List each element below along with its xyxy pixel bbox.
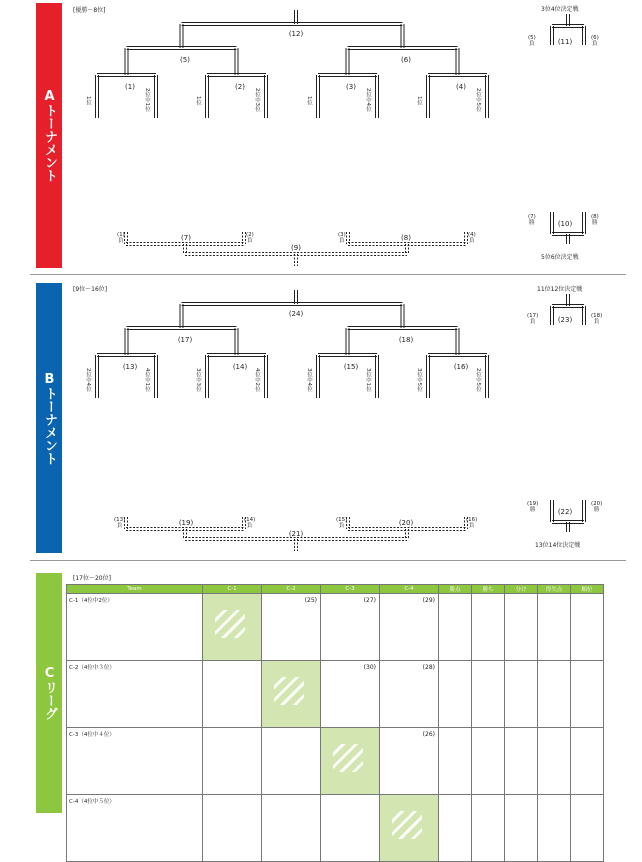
seed-label: 3位中5位	[416, 368, 422, 392]
seed-label: 4位中1位	[144, 368, 150, 392]
league-header-cell: 勝点	[439, 585, 472, 594]
match-cell	[571, 795, 604, 862]
match-cell	[472, 661, 505, 728]
match-3: (3)	[346, 83, 356, 91]
match-cell	[439, 728, 472, 795]
seed-label: 1位	[195, 95, 201, 105]
match-20: (20)	[398, 519, 414, 527]
b-third-right: (18) 負	[591, 313, 603, 325]
b-fifth-title: 13位14位決定戦	[535, 542, 581, 549]
seed-label: 1位	[416, 95, 422, 105]
league-header-cell: C-3	[321, 585, 380, 594]
league-header-cell: C-1	[203, 585, 262, 594]
match-cell	[439, 795, 472, 862]
a-lower-p1: (1) 負	[117, 232, 125, 244]
match-cell: (28)	[380, 661, 439, 728]
hatch-pattern	[274, 677, 304, 705]
seed-label: 4位中2位	[254, 368, 260, 392]
match-16: (16)	[453, 363, 469, 371]
b-fifth-right: (20) 勝	[591, 501, 603, 513]
b-fifth-left: (19) 勝	[527, 501, 539, 513]
match-cell	[203, 728, 262, 795]
match-cell	[538, 728, 571, 795]
match-cell	[505, 594, 538, 661]
team-name: C-1（4位中2位）	[67, 594, 203, 661]
match-cell	[505, 661, 538, 728]
seed-label: 2位中1位	[144, 88, 150, 112]
self-match-cell	[321, 728, 380, 795]
match-9: (9)	[291, 244, 301, 252]
hatch-pattern	[392, 811, 422, 839]
match-21: (21)	[288, 530, 304, 538]
match-cell: (29)	[380, 594, 439, 661]
match-cell	[505, 795, 538, 862]
match-23: (23)	[557, 316, 573, 324]
match-cell	[472, 795, 505, 862]
team-name: C-2（4位中３位）	[67, 661, 203, 728]
a-fifth-title: 5位6位決定戦	[541, 254, 579, 261]
league-row	[67, 661, 604, 728]
c-range-label: [17位〜20位]	[73, 575, 111, 582]
seed-label: 2位中5位	[475, 88, 481, 112]
tournament-b-label: Bトーナメント	[42, 371, 57, 465]
b-range-label: [9位〜16位]	[73, 286, 108, 293]
league-header-row	[67, 585, 604, 594]
match-cell	[538, 795, 571, 862]
match-24: (24)	[288, 310, 304, 318]
match-cell	[472, 594, 505, 661]
league-header-cell: 分け	[505, 585, 538, 594]
league-header-cell: C-2	[262, 585, 321, 594]
team-name: C-3（4位中４位）	[67, 728, 203, 795]
hatch-pattern	[215, 610, 245, 638]
a-lower-p2: (2) 負	[246, 232, 254, 244]
match-1: (1)	[125, 83, 135, 91]
b-third-title: 11位12位決定戦	[537, 286, 583, 293]
league-header-cell: 得失点	[538, 585, 571, 594]
match-2: (2)	[235, 83, 245, 91]
a-lower-p3: (3) 負	[338, 232, 346, 244]
seed-label: 1位	[306, 95, 312, 105]
match-cell: (25)	[262, 594, 321, 661]
league-header-cell: C-4	[380, 585, 439, 594]
match-cell	[571, 594, 604, 661]
b-lower-p1: (13) 負	[114, 517, 126, 529]
match-4: (4)	[456, 83, 466, 91]
seed-label: 2位中5位	[475, 368, 481, 392]
seed-label: 3位中1位	[365, 368, 371, 392]
league-c-label: Cリーグ	[42, 666, 57, 720]
match-18: (18)	[398, 336, 414, 344]
match-cell	[262, 795, 321, 862]
match-12: (12)	[288, 30, 304, 38]
league-row	[67, 594, 604, 661]
match-19: (19)	[178, 519, 194, 527]
match-cell: (27)	[321, 594, 380, 661]
a-third-title: 3位4位決定戦	[541, 6, 579, 13]
match-cell	[538, 594, 571, 661]
seed-label: 1位	[85, 95, 91, 105]
league-table	[66, 584, 604, 862]
match-cell: (26)	[380, 728, 439, 795]
league-header-cell: Team	[67, 585, 203, 594]
a-fifth-left: (7) 勝	[528, 214, 536, 226]
league-header-cell: 順位	[571, 585, 604, 594]
league-row	[67, 728, 604, 795]
match-cell	[505, 728, 538, 795]
match-cell	[571, 728, 604, 795]
seed-label: 2位中4位	[85, 368, 91, 392]
seed-label: 2位中3位	[254, 88, 260, 112]
self-match-cell	[380, 795, 439, 862]
a-range-label: [優勝〜8位]	[73, 7, 106, 14]
match-11: (11)	[557, 38, 573, 46]
self-match-cell	[203, 594, 262, 661]
match-15: (15)	[343, 363, 359, 371]
seed-label: 3位中3位	[195, 368, 201, 392]
match-14: (14)	[232, 363, 248, 371]
match-8: (8)	[401, 234, 411, 242]
tournament-a-label: Aトーナメント	[42, 89, 57, 182]
match-10: (10)	[557, 220, 573, 228]
a-third-right: (6) 負	[591, 35, 599, 47]
hatch-pattern	[333, 744, 363, 772]
match-6: (6)	[401, 56, 411, 64]
match-22: (22)	[557, 508, 573, 516]
match-cell	[321, 795, 380, 862]
match-cell	[262, 728, 321, 795]
match-cell	[571, 661, 604, 728]
b-third-left: (17) 負	[527, 313, 539, 325]
match-cell	[472, 728, 505, 795]
a-fifth-right: (8) 勝	[591, 214, 599, 226]
match-13: (13)	[122, 363, 138, 371]
match-cell	[439, 594, 472, 661]
a-third-left: (5) 負	[528, 35, 536, 47]
seed-label: 2位中4位	[365, 88, 371, 112]
match-cell	[203, 661, 262, 728]
b-lower-p4: (16) 負	[466, 517, 478, 529]
match-7: (7)	[181, 234, 191, 242]
self-match-cell	[262, 661, 321, 728]
match-cell: (30)	[321, 661, 380, 728]
league-row	[67, 795, 604, 862]
match-5: (5)	[180, 56, 190, 64]
seed-label: 3位中4位	[306, 368, 312, 392]
b-lower-p2: (14) 負	[244, 517, 256, 529]
match-cell	[203, 795, 262, 862]
match-cell	[439, 661, 472, 728]
match-17: (17)	[177, 336, 193, 344]
a-lower-p4: (4) 負	[468, 232, 476, 244]
league-header-cell: 勝ち	[472, 585, 505, 594]
match-cell	[538, 661, 571, 728]
team-name: C-4（4位中５位）	[67, 795, 203, 862]
b-lower-p3: (15) 負	[336, 517, 348, 529]
